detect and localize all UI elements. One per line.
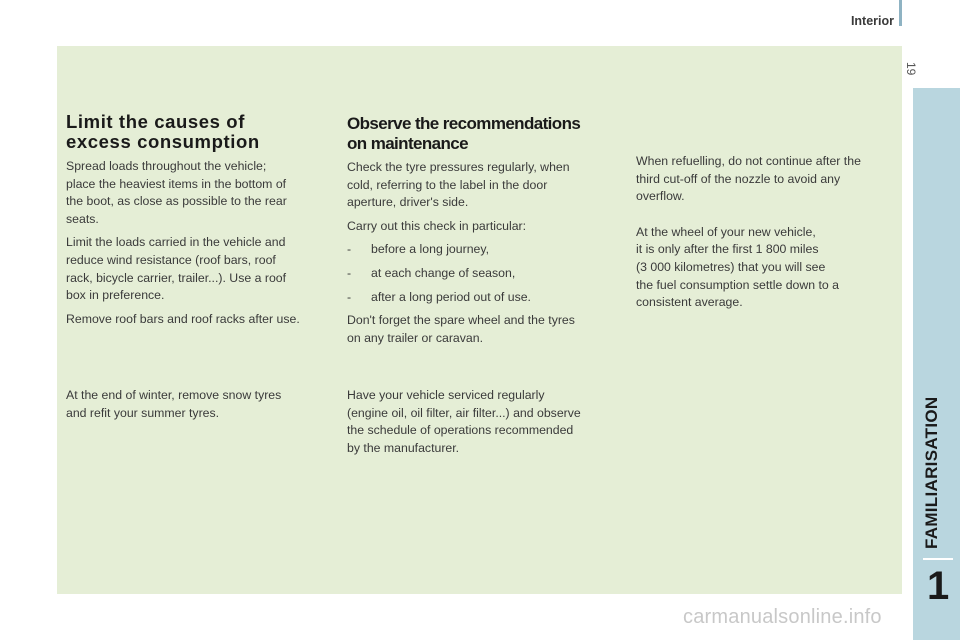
paragraph-servicing: Have your vehicle serviced regularly (engine oil, oil filter, air filter...) and observe the schedule of operations recommended by the manufacturer.: [347, 388, 581, 455]
paragraph-tyre-pressures: Check the tyre pressures regularly, when cold, referring to the label in the door aperture, driver's side.: [347, 160, 570, 210]
paragraph-check-in-particular: Carry out this check in particular:: [347, 218, 527, 233]
list-item: - before a long journey,: [347, 242, 490, 257]
paragraph-limit-loads: Limit the loads carried in the vehicle and reduce wind resistance (roof bars, roof rack, bicycle carrier, trailer...). Use a roof box in preference.: [66, 235, 287, 303]
paragraph-new-vehicle: At the wheel of your new vehicle, it is only after the first 1 800 miles (3 000 kilometres) that you will see the fuel consumption settle down to a consistent average.: [636, 224, 840, 310]
watermark: carmanualsonline.info: [683, 606, 882, 628]
list-item: - at each change of season,: [347, 265, 516, 280]
paragraph-spare-wheel: Don't forget the spare wheel and the tyres on any trailer or caravan.: [347, 313, 575, 345]
chapter-number: 1: [927, 564, 950, 608]
column-consumption-lower: [66, 387, 328, 428]
column-maintenance-lower: [347, 387, 615, 463]
paragraph-refuelling: When refuelling, do not continue after the third cut-off of the nozzle to avoid any overflow.: [636, 154, 861, 204]
column-refuelling: [636, 153, 898, 318]
chapter-rule: [923, 558, 953, 560]
header-title: Interior: [850, 14, 894, 28]
column-consumption: [66, 112, 328, 334]
list-item: - after a long period out of use.: [347, 289, 531, 304]
section-label: FAMILIARISATION: [922, 396, 941, 549]
paragraph-snow-tyres: At the end of winter, remove snow tyres and refit your summer tyres.: [66, 388, 282, 420]
header-rule: [899, 0, 902, 26]
paragraph-spread-loads: Spread loads throughout the vehicle; place the heaviest items in the bottom of the boot, as close as possible to the rear seats.: [66, 159, 287, 226]
heading-maintenance: Observe the recommendations on maintenance: [347, 114, 581, 153]
column-maintenance: [347, 114, 615, 353]
heading-limit-consumption: Limit the causes of excess consumption: [66, 111, 260, 152]
paragraph-roof-bars: Remove roof bars and roof racks after use.: [66, 311, 300, 326]
page-number: 19: [904, 62, 918, 76]
